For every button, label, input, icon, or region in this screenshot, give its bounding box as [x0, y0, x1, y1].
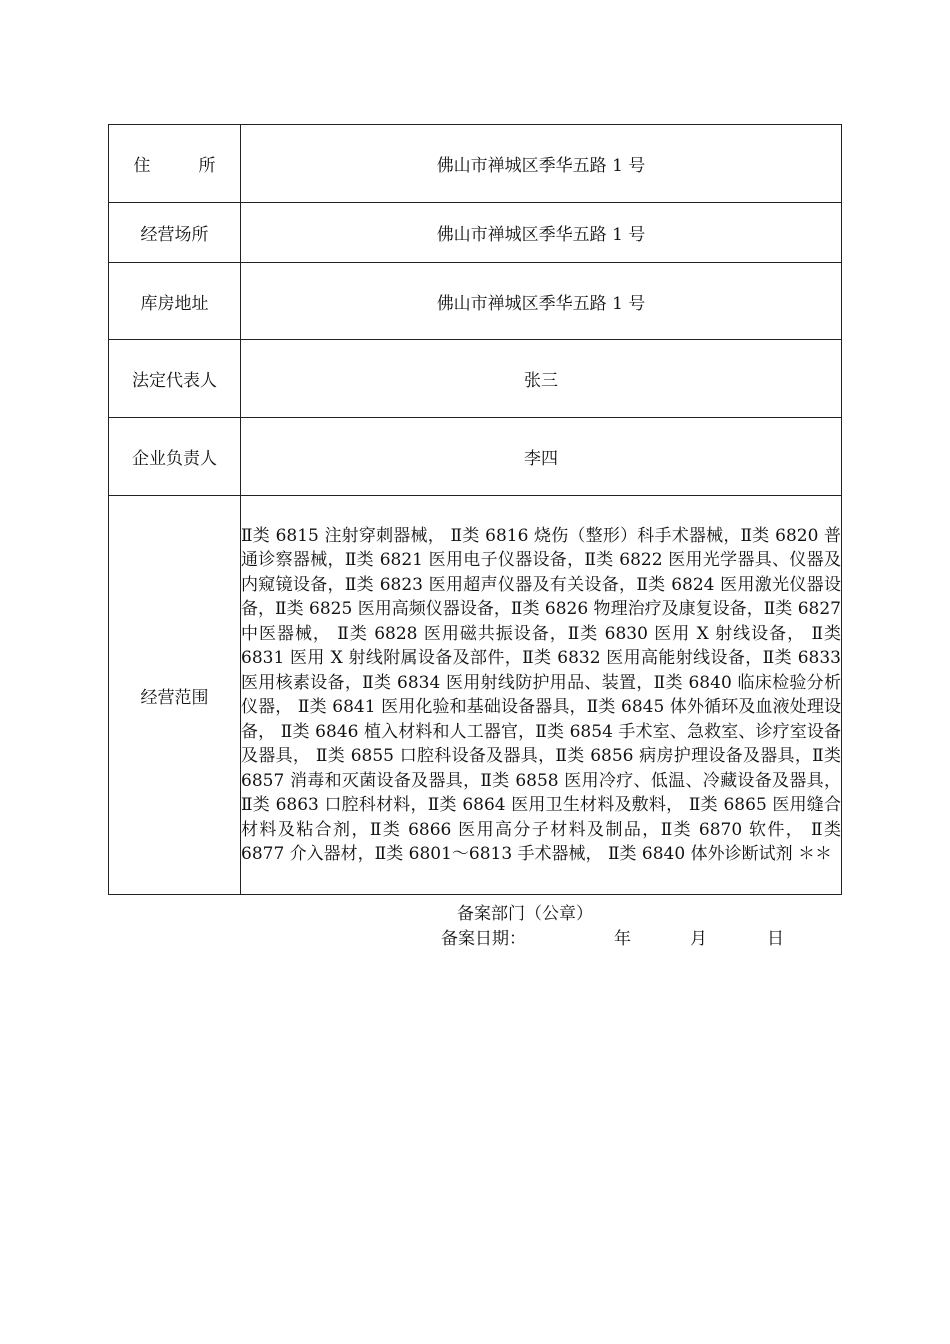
- enterprise-head-value: 李四: [241, 418, 842, 496]
- business-scope-label: 经营范围: [109, 496, 241, 895]
- business-place-label: 经营场所: [109, 203, 241, 263]
- business-scope-value: Ⅱ类 6815 注射穿刺器械， Ⅱ类 6816 烧伤（整形）科手术器械，Ⅱ类 6820 普通诊察器械，Ⅱ类 6821 医用电子仪器设备，Ⅱ类 6822 医用光学器具、仪器及内窥镜设备，Ⅱ类 6823 医用超声仪器及有关设备，Ⅱ类 6824 医用激光仪器设备，Ⅱ类 6825 医用高频仪器设备，Ⅱ类 6826 物理治疗及康复设备，Ⅱ类 6827 中医器械， Ⅱ类 6828 医用磁共振设备，Ⅱ类 6830 医用 X 射线设备， Ⅱ类 6831 医用 X 射线附属设备及部件，Ⅱ类 6832 医用高能射线设备，Ⅱ类 6833 医用核素设备，Ⅱ类 6834 医用射线防护用品、装置，Ⅱ类 6840 临床检验分析仪器， Ⅱ类 6841 医用化验和基础设备器具，Ⅱ类 6845 体外循环及血液处理设备， Ⅱ类 6846 植入材料和人工器官，Ⅱ类 6854 手术室、急救室、诊疗室设备及器具， Ⅱ类 6855 口腔科设备及器具，Ⅱ类 6856 病房护理设备及器具，Ⅱ类 6857 消毒和灭菌设备及器具，Ⅱ类 6858 医用冷疗、低温、冷藏设备及器具，Ⅱ类 6863 口腔科材料，Ⅱ类 6864 医用卫生材料及敷料， Ⅱ类 6865 医用缝合材料及粘合剂，Ⅱ类 6866 医用高分子材料及制品，Ⅱ类 6870 软件， Ⅱ类 6877 介入器材，Ⅱ类 6801～6813 手术器械， Ⅱ类 6840 体外诊断试剂 ＊＊: [241, 496, 842, 895]
- filing-department-seal: 备案部门（公章）: [457, 904, 593, 924]
- warehouse-label: 库房地址: [109, 263, 241, 340]
- business-scope-row: [109, 496, 842, 895]
- filing-date-year: 年: [614, 929, 631, 949]
- filing-date-month: 月: [690, 929, 707, 949]
- legal-rep-row: [109, 340, 842, 418]
- filing-date-label: 备案日期：: [441, 929, 526, 949]
- enterprise-head-label: 企业负责人: [109, 418, 241, 496]
- address-label-char-2: 所: [198, 156, 216, 176]
- legal-rep-value: 张三: [241, 340, 842, 418]
- filing-date-day: 日: [767, 929, 784, 949]
- filing-form-table: [108, 124, 842, 895]
- address-value: 佛山市禅城区季华五路 1 号: [241, 125, 842, 203]
- business-place-value: 佛山市禅城区季华五路 1 号: [241, 203, 842, 263]
- enterprise-head-row: [109, 418, 842, 496]
- warehouse-row: [109, 263, 842, 340]
- address-label-char-1: 住: [133, 156, 151, 176]
- warehouse-value: 佛山市禅城区季华五路 1 号: [241, 263, 842, 340]
- address-label-cell: [109, 125, 241, 203]
- business-place-row: [109, 203, 842, 263]
- address-row: [109, 125, 842, 203]
- legal-rep-label: 法定代表人: [109, 340, 241, 418]
